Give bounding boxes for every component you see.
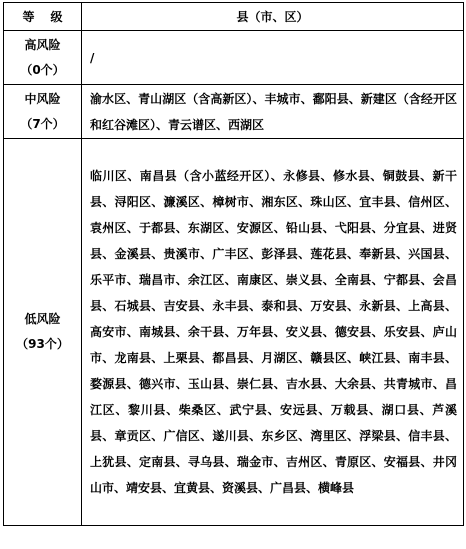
level-count: （93个） [16,337,69,351]
areas-cell: / [82,31,464,85]
table-row-high-risk [4,31,464,85]
level-cell [4,85,82,139]
level-count: （0个） [20,62,65,77]
risk-level-table [3,2,464,526]
areas-cell: 临川区、南昌县（含小蓝经开区）、永修县、修水县、铜鼓县、新干县、浔阳区、濂溪区、樟树市、湘东区、珠山区、宜丰县、信州区、袁州区、于都县、东湖区、安源区、铅山县、弋阳县、分宜县、进贤县、金溪县、贵溪市、广丰区、彭泽县、莲花县、奉新县、兴国县、乐平市、瑞昌市、余江区、南康区、崇义县、全南县、宁都县、会昌县、石城县、吉安县、永丰县、泰和县、万安县、永新县、上高县、高安市、南城县、余干县、万年县、安义县、德安县、乐安县、庐山市、龙南县、上栗县、都昌县、月湖区、赣县区、峡江县、南丰县、婺源县、德兴市、玉山县、崇仁县、吉水县、大余县、共青城市、昌江区、黎川县、柴桑区、武宁县、安远县、万载县、湖口县、芦溪县、章贡区、广信区、遂川县、东乡区、湾里区、浮梁县、信丰县、上犹县、定南县、寻乌县、瑞金市、吉州区、青原区、安福县、井冈山市、靖安县、宜黄县、资溪县、广昌县、横峰县 [82,139,464,526]
header-level: 等级 [4,3,82,31]
areas-cell: 渝水区、青山湖区（含高新区）、丰城市、鄱阳县、新建区（含经开区和红谷滩区）、青云谱区、西湖区 [82,85,464,139]
level-count: （7个） [20,116,65,131]
header-areas: 县（市、区） [82,3,464,31]
level-cell [4,139,82,526]
level-cell [4,31,82,85]
level-name: 高风险 [24,37,61,52]
level-name: 低风险 [24,312,61,326]
level-name: 中风险 [24,91,61,106]
table-row-medium-risk [4,85,464,139]
table-header-row [4,3,464,31]
table-row-low-risk [4,139,464,526]
